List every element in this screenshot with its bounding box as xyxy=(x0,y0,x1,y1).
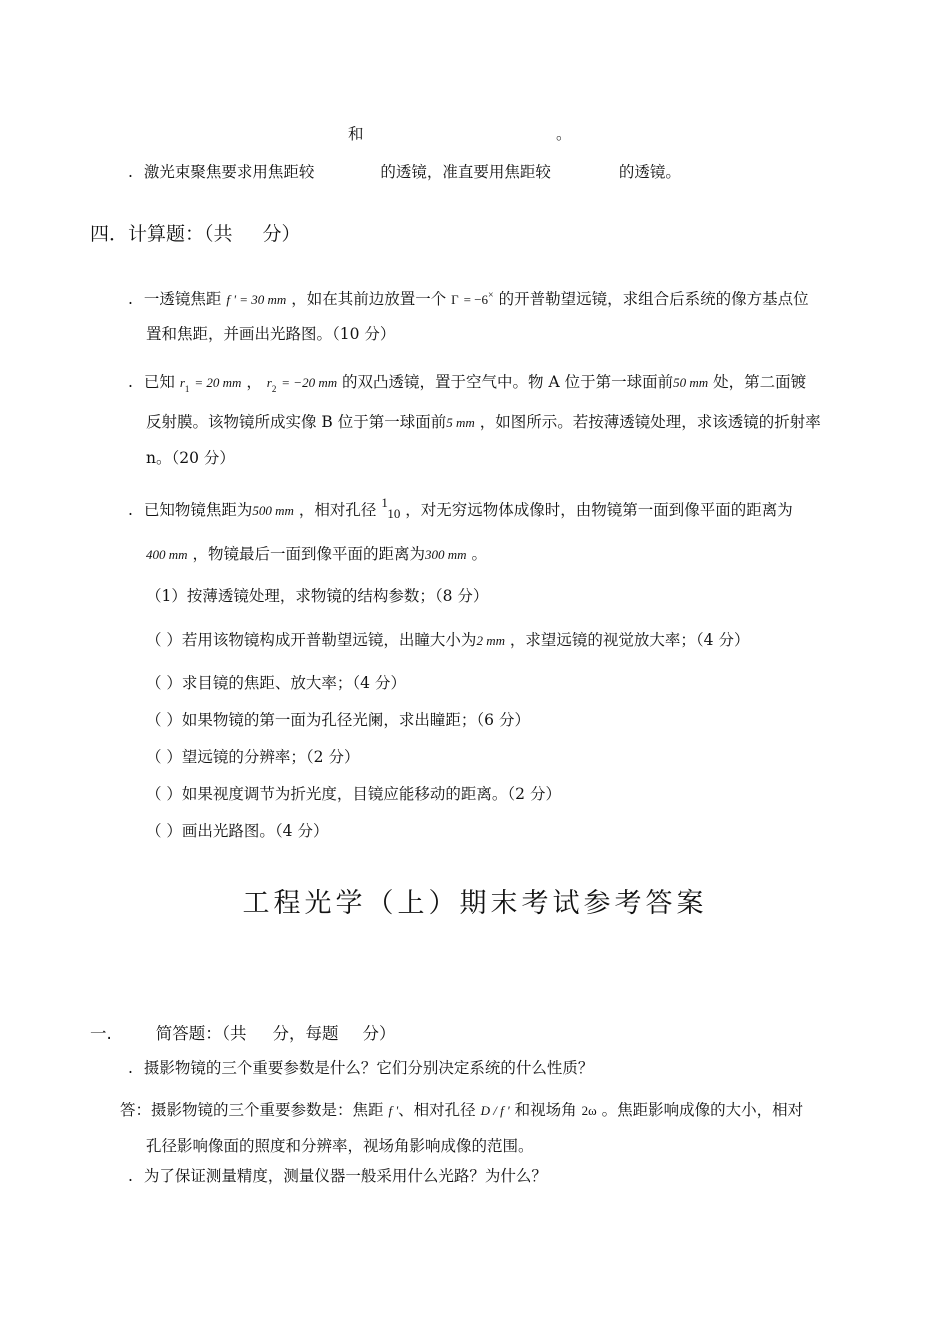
section-heading-text: 分） xyxy=(362,1024,396,1043)
sub-question-7: （ ）画出光路图。（4 分） xyxy=(146,822,329,840)
math-r1-value: = 20 mm xyxy=(194,375,242,390)
question-text: 处，第二面镀 xyxy=(713,373,807,391)
math-focal-length: 500 mm xyxy=(252,503,294,518)
question-number: . xyxy=(128,290,133,308)
calc-question-2-line2 xyxy=(146,412,821,433)
question-number: . xyxy=(128,373,133,391)
question-text: 激光束聚焦要求用焦距较 xyxy=(143,163,315,181)
blank-period: 。 xyxy=(556,125,572,143)
math-r-symbol: r xyxy=(266,375,272,390)
section-heading-text: 分，每题 xyxy=(272,1024,339,1043)
blank-and-text: 和 xyxy=(348,125,364,143)
question-text: 反射膜。该物镜所成实像 B 位于第一球面前 xyxy=(146,413,447,431)
math-r1-sub: 1 xyxy=(184,384,190,394)
question-text: 一透镜焦距 xyxy=(143,290,222,308)
answer-1-line2: 孔径影响像面的照度和分辨率，视场角影响成像的范围。 xyxy=(146,1137,534,1155)
answer-text: 和视场角 xyxy=(514,1101,577,1119)
question-text: 的开普勒望远镜，求组合后系统的像方基点位 xyxy=(498,290,809,308)
question-number: . xyxy=(128,1059,133,1077)
question-number: . xyxy=(128,163,133,181)
question-text: 摄影物镜的三个重要参数是什么？它们分别决定系统的什么性质？ xyxy=(143,1059,594,1077)
fraction-numerator: 1 xyxy=(381,495,388,510)
section-heading-calc xyxy=(90,224,301,244)
math-distance: 400 mm xyxy=(146,547,188,562)
sub-question-4: （ ）如果物镜的第一面为孔径光阑，求出瞳距；（6 分） xyxy=(146,711,530,729)
sub-question-1: （1）按薄透镜处理，求物镜的结构参数；（8 分） xyxy=(146,587,489,605)
section-heading-text: 四．计算题：（共 xyxy=(90,223,233,245)
question-text: ，对无穷远物体成像时，由物镜第一面到像平面的距离为 xyxy=(405,501,793,519)
answer-title: 工程光学（上）期末考试参考答案 xyxy=(242,888,708,919)
answer-text: 。焦距影响成像的大小，相对 xyxy=(601,1101,804,1119)
section-heading-text: 简答题：（共 xyxy=(155,1024,247,1043)
math-gamma-symbol: Γ xyxy=(451,292,459,307)
math-gamma-value: = −6 xyxy=(463,292,489,307)
math-distance: 2 mm xyxy=(476,633,505,648)
question-number: . xyxy=(128,1167,133,1185)
calc-question-1-line2: 置和焦距，并画出光路图。（10 分） xyxy=(146,325,396,343)
math-distance: 300 mm xyxy=(424,547,467,562)
question-text: 的透镜，准直要用焦距较 xyxy=(380,163,551,181)
sub-question-6: （ ）如果视度调节为折光度，目镜应能移动的距离。（2 分） xyxy=(146,785,561,803)
question-number: . xyxy=(128,501,133,519)
question-text: 的透镜。 xyxy=(618,163,681,181)
calc-question-3-line2 xyxy=(146,544,487,565)
question-text: 为了保证测量精度，测量仪器一般采用什么光路？为什么？ xyxy=(143,1167,547,1185)
question-text: ，如图所示。若按薄透镜处理，求该透镜的折射率 xyxy=(479,413,821,431)
question-text: ，求望远镜的视觉放大率；（4 分） xyxy=(509,631,750,649)
math-r2-sub: 2 xyxy=(271,384,277,394)
calc-question-3 xyxy=(128,495,793,521)
math-focal-length: f ' = 30 mm xyxy=(226,292,287,307)
question-text: 已知 xyxy=(143,373,175,391)
question-laser xyxy=(128,162,681,182)
answer-text: 、相对孔径 xyxy=(398,1101,476,1119)
answer-1 xyxy=(120,1100,803,1121)
question-text: ，相对孔径 xyxy=(298,501,377,519)
math-r-symbol: r xyxy=(179,375,185,390)
math-r2-value: = −20 mm xyxy=(281,375,338,390)
question-text: 的双凸透镜，置于空气中。物 A 位于第一球面前 xyxy=(342,373,674,391)
question-text: ， xyxy=(246,373,262,391)
math-fraction xyxy=(381,495,401,521)
short-question-1 xyxy=(128,1058,593,1078)
math-distance: 50 mm xyxy=(673,375,709,390)
calc-question-2-line3: n。（20 分） xyxy=(146,449,235,467)
sub-question-2 xyxy=(146,630,749,651)
section-heading-number: 一. xyxy=(90,1024,112,1043)
math-times-sup: × xyxy=(488,290,494,301)
question-text: 已知物镜焦距为 xyxy=(143,501,253,519)
section-heading-short xyxy=(90,1024,396,1044)
sub-question-3: （ ）求目镜的焦距、放大率；（4 分） xyxy=(146,674,406,692)
answer-text: 答：摄影物镜的三个重要参数是：焦距 xyxy=(120,1101,384,1119)
math-focal-length: f ' xyxy=(388,1103,399,1118)
math-relative-aperture: D / f ' xyxy=(480,1103,510,1118)
fraction-denominator: 10 xyxy=(387,506,401,521)
question-text: ，物镜最后一面到像平面的距离为 xyxy=(192,545,425,563)
question-text: 。 xyxy=(471,545,487,563)
math-field-angle: 2ω xyxy=(581,1103,597,1118)
calc-question-1 xyxy=(128,286,809,310)
sub-question-5: （ ）望远镜的分辨率；（2 分） xyxy=(146,748,360,766)
question-text: ，如在其前边放置一个 xyxy=(291,290,447,308)
short-question-2 xyxy=(128,1166,547,1186)
question-text: （ ）若用该物镜构成开普勒望远镜，出瞳大小为 xyxy=(146,631,477,649)
math-distance: 5 mm xyxy=(446,415,475,430)
calc-question-2 xyxy=(128,372,806,399)
section-heading-text: 分） xyxy=(262,223,301,245)
